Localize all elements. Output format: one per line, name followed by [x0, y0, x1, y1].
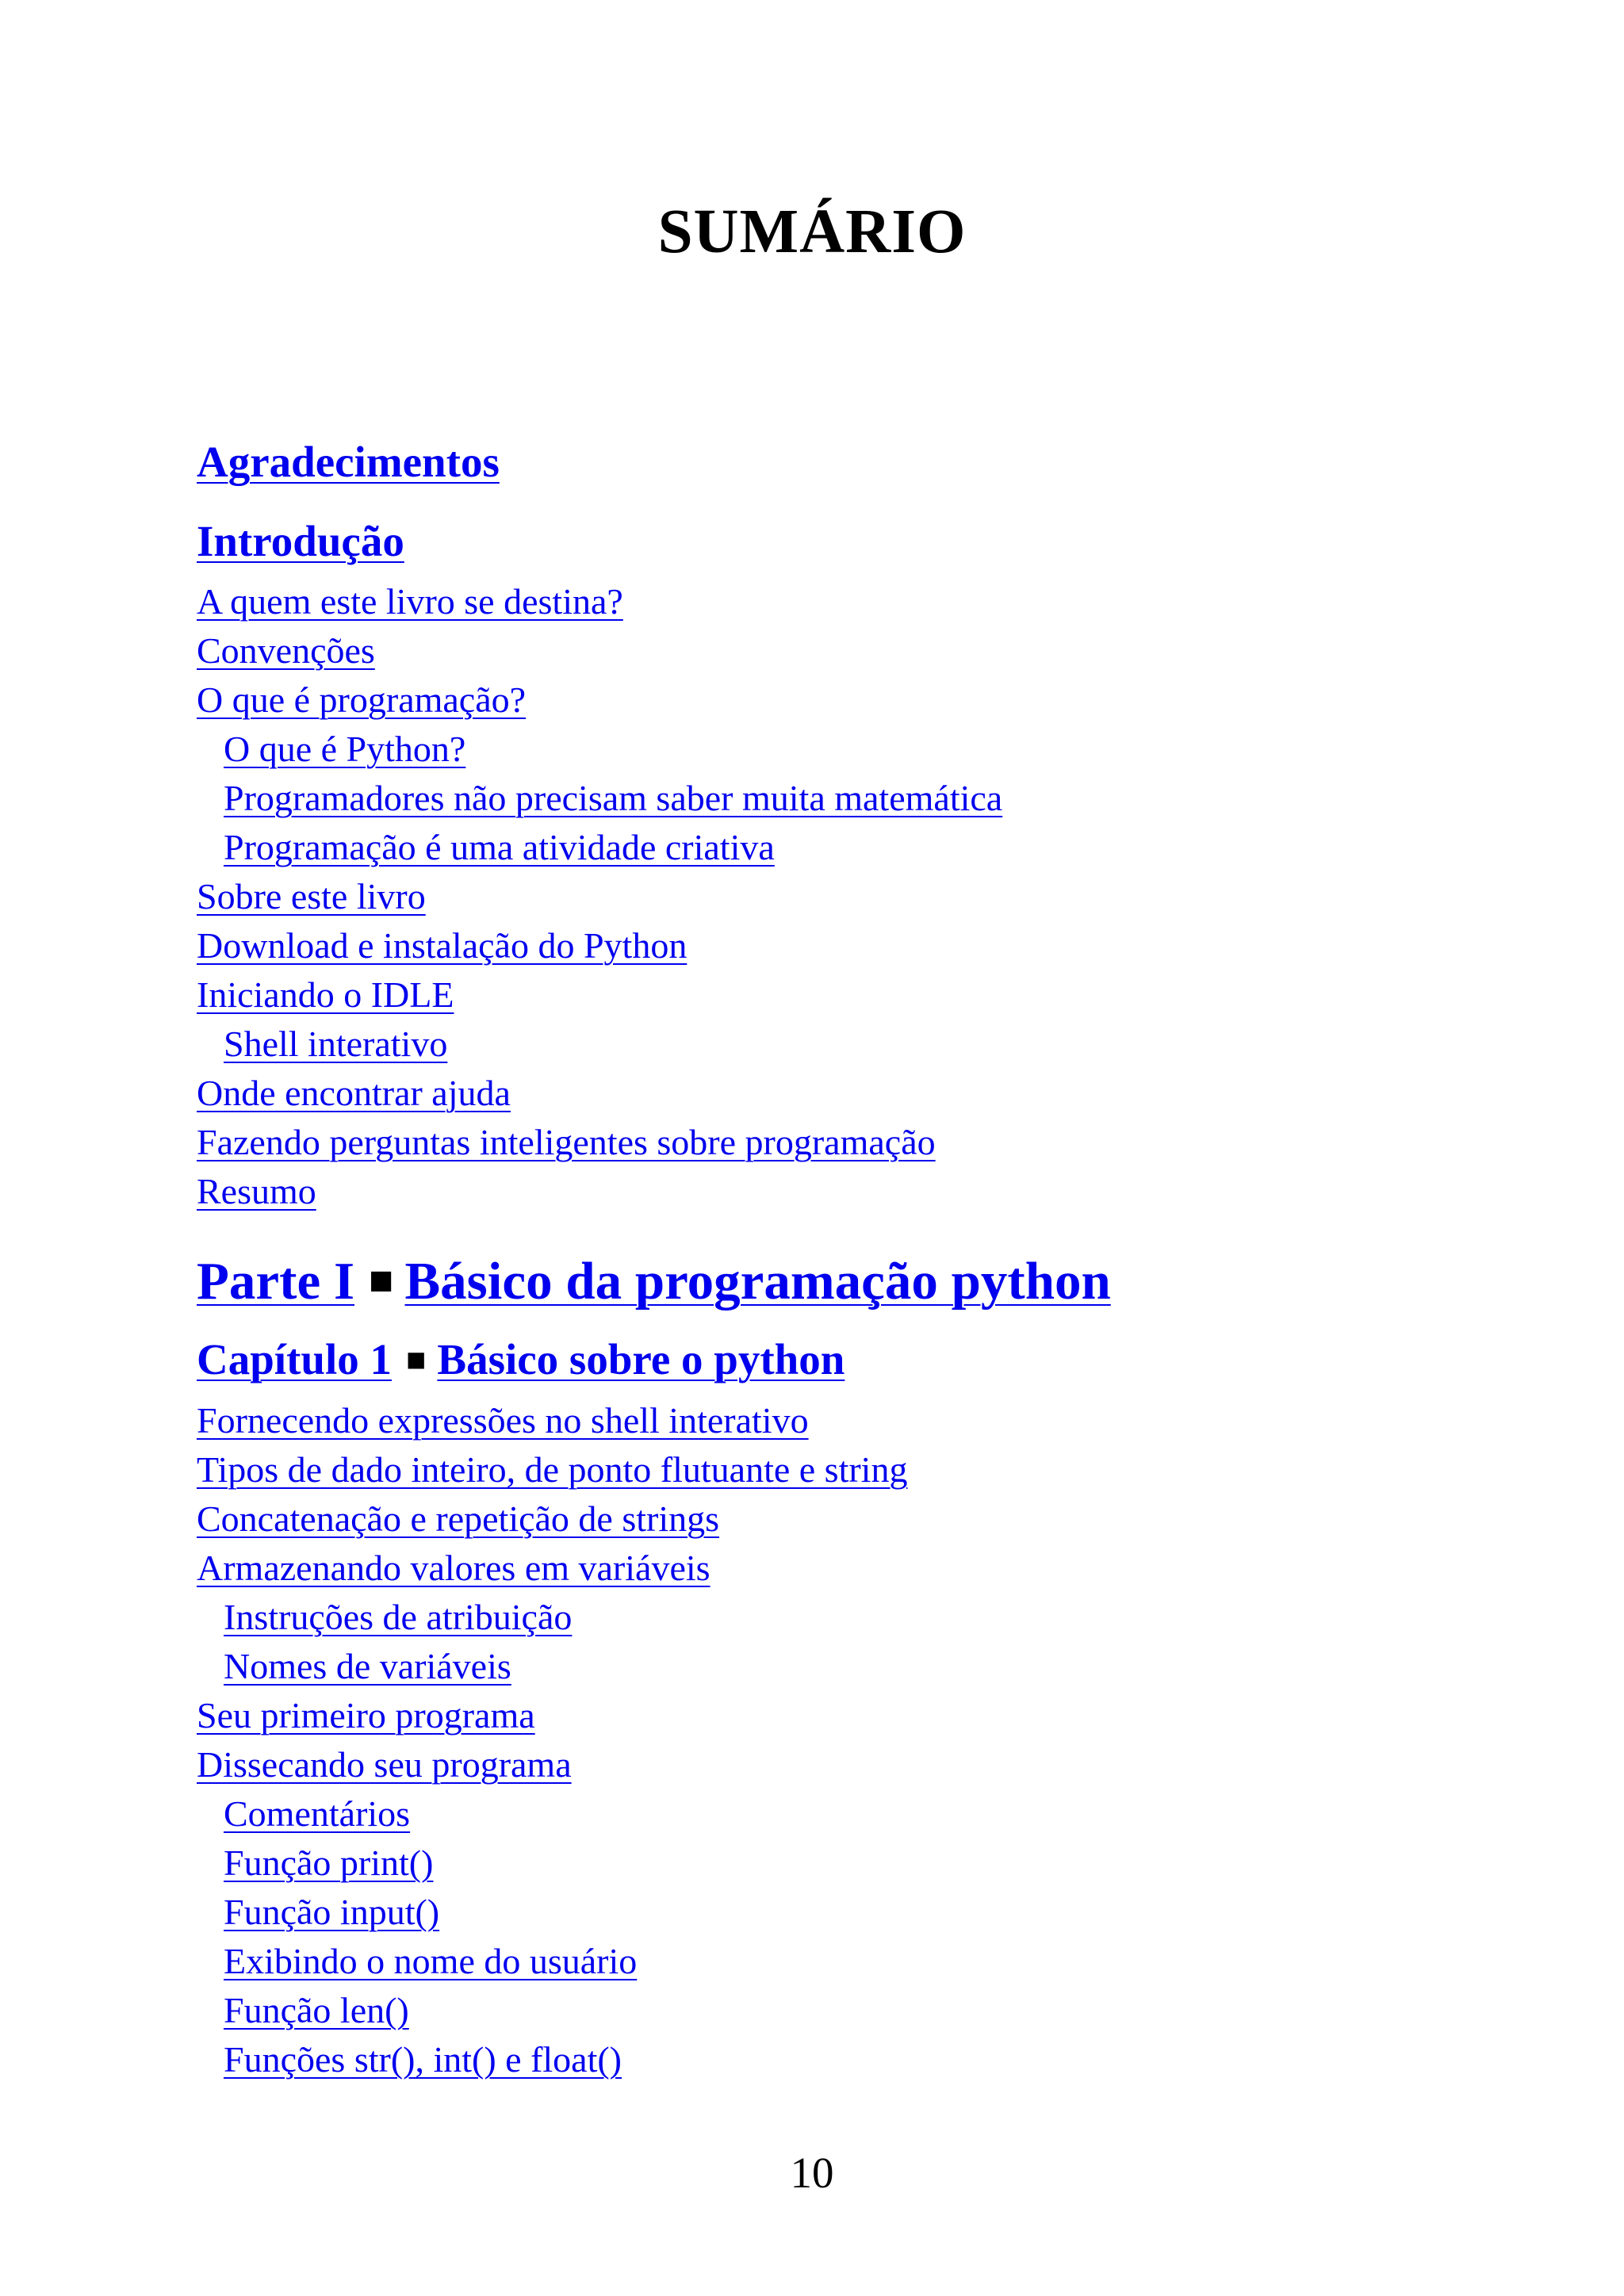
introducao-list	[197, 577, 1465, 1216]
toc-link[interactable]: Funções str(), int() e float()	[224, 2039, 622, 2080]
list-item-sub	[197, 1593, 1465, 1642]
page-title: SUMÁRIO	[657, 197, 967, 266]
list-item	[197, 1740, 1465, 1789]
list-item	[197, 1691, 1465, 1740]
list-item-sub	[197, 1937, 1465, 1986]
square-separator-icon: ■	[406, 1342, 427, 1379]
list-item	[197, 1167, 1465, 1216]
list-item-sub	[197, 823, 1465, 872]
chapter-1-list	[197, 1396, 1465, 2084]
list-item-sub	[197, 774, 1465, 823]
link-part-1-label[interactable]: Parte I	[197, 1252, 355, 1311]
list-item-sub	[197, 725, 1465, 774]
toc-link[interactable]: Convenções	[197, 630, 375, 671]
link-chapter-1-label[interactable]: Capítulo 1	[197, 1335, 393, 1383]
list-item	[197, 970, 1465, 1020]
list-item	[197, 1069, 1465, 1118]
list-item-sub	[197, 2035, 1465, 2084]
list-item-sub	[197, 1020, 1465, 1069]
toc-link[interactable]: Armazenando valores em variáveis	[197, 1548, 710, 1588]
link-introducao[interactable]: Introdução	[197, 517, 404, 565]
list-item	[197, 1396, 1465, 1445]
toc-link[interactable]: Resumo	[197, 1171, 316, 1211]
list-item-sub	[197, 1789, 1465, 1839]
list-item	[197, 675, 1465, 725]
toc-link[interactable]: Exibindo o nome do usuário	[224, 1941, 638, 1981]
toc-link[interactable]: Iniciando o IDLE	[197, 974, 454, 1015]
toc-link[interactable]: O que é Python?	[224, 729, 466, 769]
table-of-contents	[197, 434, 1465, 2084]
square-separator-icon: ■	[369, 1258, 394, 1303]
toc-link[interactable]: Função input()	[224, 1892, 440, 1932]
toc-link[interactable]: Função len()	[224, 1990, 409, 2030]
list-item	[197, 872, 1465, 921]
toc-heading-chapter-1	[197, 1332, 1465, 1388]
toc-link[interactable]: A quem este livro se destina?	[197, 581, 623, 622]
toc-link[interactable]: Dissecando seu programa	[197, 1744, 572, 1785]
toc-link[interactable]: Shell interativo	[224, 1024, 448, 1064]
link-chapter-1-title[interactable]: Básico sobre o python	[437, 1335, 845, 1383]
toc-link[interactable]: Download e instalação do Python	[197, 925, 688, 966]
list-item	[197, 1544, 1465, 1593]
toc-link[interactable]: Instruções de atribuição	[224, 1597, 573, 1637]
list-item	[197, 1118, 1465, 1167]
list-item	[197, 921, 1465, 970]
list-item	[197, 1445, 1465, 1494]
list-item-sub	[197, 1986, 1465, 2035]
toc-link[interactable]: Programação é uma atividade criativa	[224, 827, 775, 867]
toc-link[interactable]: Nomes de variáveis	[224, 1646, 511, 1686]
toc-link[interactable]: Comentários	[224, 1793, 411, 1834]
toc-link[interactable]: Função print()	[224, 1843, 434, 1883]
toc-link[interactable]: Fazendo perguntas inteligentes sobre programação	[197, 1122, 936, 1162]
toc-heading-introducao	[197, 514, 1465, 569]
toc-link[interactable]: Onde encontrar ajuda	[197, 1073, 511, 1113]
list-item-sub	[197, 1888, 1465, 1937]
toc-heading-agradecimentos	[197, 434, 1465, 490]
list-item-sub	[197, 1839, 1465, 1888]
link-agradecimentos[interactable]: Agradecimentos	[197, 438, 500, 486]
toc-heading-part-1	[197, 1249, 1465, 1313]
list-item	[197, 626, 1465, 675]
toc-link[interactable]: Tipos de dado inteiro, de ponto flutuante e string	[197, 1449, 908, 1490]
list-item-sub	[197, 1642, 1465, 1691]
toc-link[interactable]: Concatenação e repetição de strings	[197, 1498, 720, 1539]
toc-link[interactable]: Programadores não precisam saber muita matemática	[224, 778, 1003, 818]
link-part-1-title[interactable]: Básico da programação python	[404, 1252, 1111, 1311]
list-item	[197, 577, 1465, 626]
page-number: 10	[790, 2149, 834, 2197]
toc-link[interactable]: O que é programação?	[197, 679, 527, 720]
toc-link[interactable]: Sobre este livro	[197, 876, 426, 916]
toc-link[interactable]: Fornecendo expressões no shell interativo	[197, 1400, 809, 1441]
toc-link[interactable]: Seu primeiro programa	[197, 1695, 535, 1735]
list-item	[197, 1494, 1465, 1544]
